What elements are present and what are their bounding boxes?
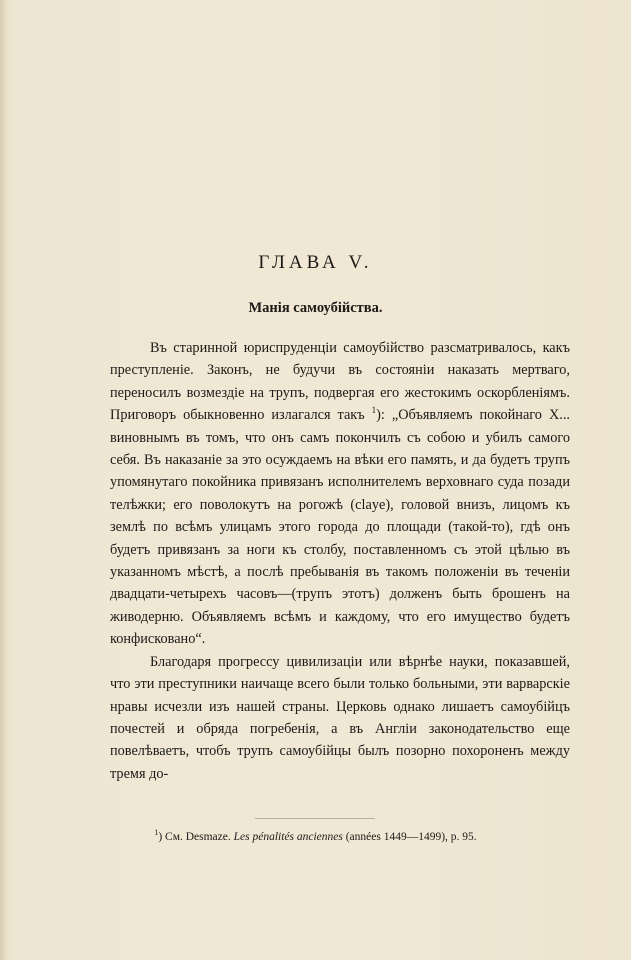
footnote-reference[interactable]: 1 (371, 405, 377, 416)
chapter-subtitle: Манія самоубійства. (248, 300, 383, 316)
chapter-title: ГЛАВА V. (258, 252, 373, 273)
paragraph-1-text-start: Въ старинной юриспруденціи самоубійство разсматривалось, какъ преступленіе. Законъ, не будучи въ состояніи наказать мертваго, переносилъ возмездіе на трупъ, подвергая его жестокимъ оскорбленіямъ. Приговоръ обыкновенно излагался такъ (110, 340, 570, 424)
footnote-text-start: ) См. Desmaze. (158, 830, 234, 843)
footnote-divider (255, 818, 375, 819)
paragraph-1 (110, 337, 570, 651)
footnote (0, 828, 631, 843)
footnote-mark: 1 (154, 828, 159, 837)
footnote-text-end: (années 1449—1499), p. 95. (342, 830, 477, 843)
paragraph-1-text-end: ): „Объявляемъ покойнаго X... виновнымъ въ томъ, что онъ самъ покончилъ съ собою и убилъ самого себя. Въ наказаніе за это осуждаемъ на вѣки его память, и да будетъ трупъ упомянутаго покойника привязанъ исполнителемъ верховнаго суда позади телѣжки; его поволокутъ на рогожѣ (claye), головой внизъ, лицомъ къ землѣ по всѣмъ улицамъ этого города до площади (такой-то), гдѣ онъ будетъ привязанъ за ноги къ столбу, поставленномъ съ этой цѣлью въ указанномъ мѣстѣ, а послѣ пребыванія въ такомъ положеніи въ теченіи двадцати-четырехъ часовъ—(трупъ этотъ) долженъ быть брошенъ на живодерню. Объявляемъ всѣмъ и каждому, что его имущество будетъ конфисковано“. (110, 407, 571, 648)
page-edge-shadow (0, 0, 6, 960)
paragraph-2: Благодаря прогрессу цивилизаціи или вѣрнѣе науки, показавшей, что эти преступники наичаще всего были только больными, эти варварскіе нравы исчезли изъ нашей страны. Церковь однако лишаетъ самоубійцъ почестей и обряда погребенія, а въ Англіи законодательство еще повелѣваетъ, чтобъ трупъ самоубійцы былъ позорно похороненъ между тремя до- (110, 653, 570, 782)
footnote-cited-title: Les pénalités anciennes (233, 830, 343, 843)
body-text (110, 337, 570, 785)
